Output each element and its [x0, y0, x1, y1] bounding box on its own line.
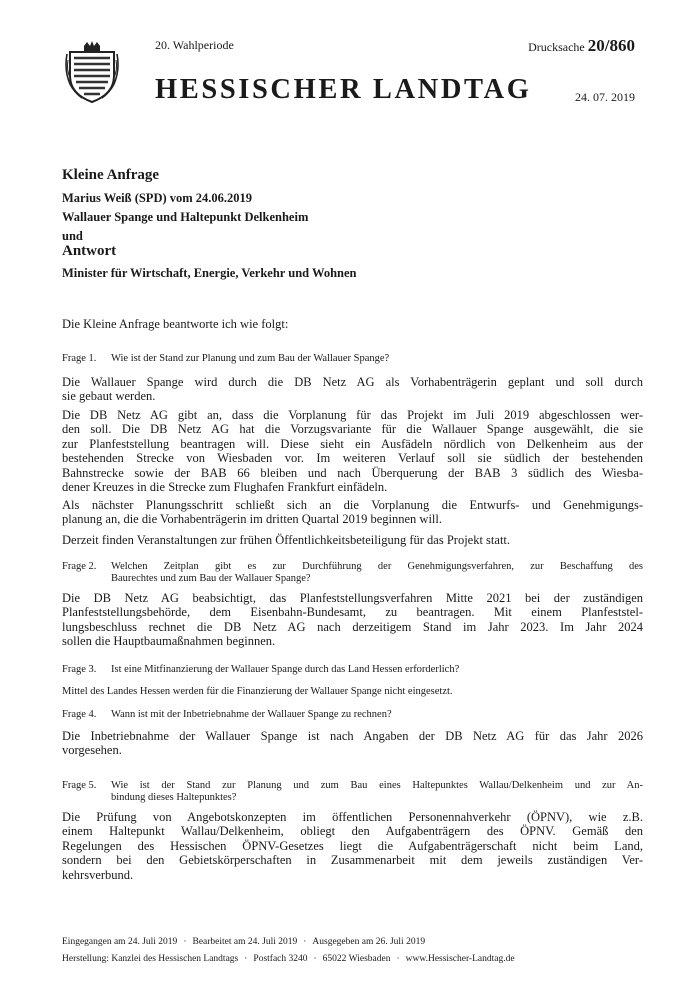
- text-line: Bahnstrecke sowie der BAB 66 bleiben und nach Überquerung der BAB 3 südlich des Wiesba-: [62, 465, 643, 480]
- text-line: dener Kreuzes in die Strecke zum Flughafen Frankfurt einfädeln.: [62, 480, 388, 495]
- question-3-label: Frage 3.: [62, 664, 97, 675]
- wahlperiode: 20. Wahlperiode: [155, 38, 234, 52]
- antwort-heading: Antwort: [62, 243, 117, 259]
- footer-ausgegeben: Ausgegeben am 26. Juli 2019: [312, 937, 426, 947]
- question-1-text: Wie ist der Stand zur Planung und zum Bau der Wallauer Spange?: [111, 353, 390, 364]
- hessen-coat-of-arms-icon: [64, 40, 120, 104]
- question-3-text: Ist eine Mitfinanzierung der Wallauer Spange durch das Land Hessen erforderlich?: [111, 664, 460, 675]
- text-line: zur Planfeststellung beantragen will. Diese sieht ein Ausfädeln nördlich von Delkenheim aus der: [62, 436, 643, 451]
- answer-1-paragraph-2: [62, 408, 643, 494]
- footer-eingegangen: Eingegangen am 24. Juli 2019: [62, 937, 178, 947]
- footer-postfach: Postfach 3240: [253, 954, 308, 964]
- footer-separator: ·: [303, 937, 307, 947]
- text-line: lungsbeschluss rechnet die DB Netz AG nach derzeitigem Stand im Jahr 2023. Im Jahr 2024: [62, 619, 643, 634]
- intro-text: Die Kleine Anfrage beantworte ich wie folgt:: [62, 317, 289, 331]
- question-2-text: [111, 561, 643, 585]
- footer-dates: [62, 937, 425, 947]
- answer-4: [62, 729, 643, 758]
- question-4: [62, 709, 392, 720]
- text-line: Die Inbetriebnahme der Wallauer Spange ist nach Angaben der DB Netz AG für das Jahr 2026: [62, 729, 643, 743]
- question-4-text: Wann ist mit der Inbetriebnahme der Wallauer Spange zu rechnen?: [111, 709, 392, 720]
- kleine-anfrage-heading: Kleine Anfrage: [62, 167, 160, 183]
- text-line: bindung dieses Haltepunktes?: [111, 792, 237, 804]
- document-date: 24. 07. 2019: [575, 90, 635, 104]
- text-line: kehrsverbund.: [62, 867, 134, 882]
- text-line: Baurechtes und zum Bau der Wallauer Spange?: [111, 573, 311, 585]
- answer-1-paragraph-1: [62, 375, 643, 404]
- subject-line: Wallauer Spange und Haltepunkt Delkenheim: [62, 210, 309, 224]
- footer-herstellung: Herstellung: Kanzlei des Hessischen Landtags: [62, 954, 239, 964]
- text-line: Die Wallauer Spange wird durch die DB Netz AG als Vorhabenträgerin geplant und soll durch: [62, 375, 643, 389]
- text-line: Planfeststellungsbehörde, dem Eisenbahn-Bundesamt, zu beantragen. Mit einem Planfeststel-: [62, 605, 643, 620]
- und-line: und: [62, 229, 83, 243]
- text-line: Welchen Zeitplan gibt es zur Durchführung der Genehmigungsverfahren, zur Beschaffung des: [111, 561, 643, 572]
- question-4-label: Frage 4.: [62, 709, 97, 720]
- footer-separator: ·: [396, 954, 400, 964]
- text-line: sie gebaut werden.: [62, 389, 156, 404]
- text-line: Derzeit finden Veranstaltungen zur frühen Öffentlichkeitsbeteiligung für das Projekt statt.: [62, 533, 511, 547]
- footer-separator: ·: [313, 954, 317, 964]
- text-line: sollen die Hauptbaumaßnahmen beginnen.: [62, 634, 276, 649]
- text-line: den soll. Die DB Netz AG hat die Vorzugsvariante für die Wallauer Spange ausgewählt, die sie: [62, 422, 643, 437]
- text-line: bestehenden Strecke von Wiesbaden vor. Im weiteren Verlauf soll sie südlich der bestehenden: [62, 451, 643, 466]
- footer-separator: ·: [183, 937, 187, 947]
- question-3: [62, 664, 459, 675]
- question-1-label: Frage 1.: [62, 353, 97, 364]
- answer-1-paragraph-4: [62, 533, 643, 547]
- text-line: planung an, die die Vorhabenträgerin im dritten Quartal 2019 beginnen will.: [62, 512, 442, 527]
- question-2-label: Frage 2.: [62, 561, 97, 572]
- text-line: sondern bei den Gebietskörperschaften in Zusammenarbeit mit dem jeweils zuständigen Ver-: [62, 853, 643, 868]
- text-line: Wie ist der Stand zur Planung und zum Bau eines Haltepunktes Wallau/Delkenheim und zur An-: [111, 780, 643, 791]
- footer-separator: ·: [244, 954, 248, 964]
- footer-city: 65022 Wiesbaden: [322, 954, 391, 964]
- drucksache: [528, 36, 635, 56]
- question-5-label: Frage 5.: [62, 780, 97, 791]
- question-5-text: [111, 780, 643, 804]
- answer-1-paragraph-3: [62, 498, 643, 527]
- answer-2: [62, 591, 643, 649]
- text-line: Die Prüfung von Angebotskonzepten im öffentlichen Personennahverkehr (ÖPNV), wie z.B.: [62, 810, 643, 824]
- minister-line: Minister für Wirtschaft, Energie, Verkehr und Wohnen: [62, 266, 357, 280]
- author-line: Marius Weiß (SPD) vom 24.06.2019: [62, 191, 253, 205]
- landtag-title: HESSISCHER LANDTAG: [155, 74, 532, 105]
- footer-publisher: [62, 954, 515, 964]
- drucksache-number: 20/860: [587, 36, 635, 55]
- text-line: Als nächster Planungsschritt schließt sich an die Vorplanung die Entwurfs- und Genehmigungs-: [62, 498, 643, 512]
- text-line: Die DB Netz AG beabsichtigt, das Planfeststellungsverfahren Mitte 2021 bei der zuständigen: [62, 591, 643, 605]
- answer-3: Mittel des Landes Hessen werden für die Finanzierung der Wallauer Spange nicht eingesetzt.: [62, 686, 453, 697]
- text-line: vorgesehen.: [62, 743, 122, 758]
- drucksache-label: Drucksache: [528, 40, 585, 54]
- text-line: einem Haltepunkt Wallau/Delkenheim, obliegt den Aufgabenträgern des ÖPNV. Gemäß den: [62, 824, 643, 839]
- footer-bearbeitet: Bearbeitet am 24. Juli 2019: [192, 937, 298, 947]
- text-line: Regelungen des Hessischen ÖPNV-Gesetzes liegt die Aufgabenträgerschaft nicht beim Land,: [62, 838, 643, 853]
- answer-5: [62, 810, 643, 882]
- question-1: [62, 353, 389, 364]
- footer-website-link[interactable]: www.Hessischer-Landtag.de: [405, 954, 515, 964]
- text-line: Die DB Netz AG gibt an, dass die Vorplanung für das Projekt im Juli 2019 abgeschlossen wer-: [62, 408, 643, 422]
